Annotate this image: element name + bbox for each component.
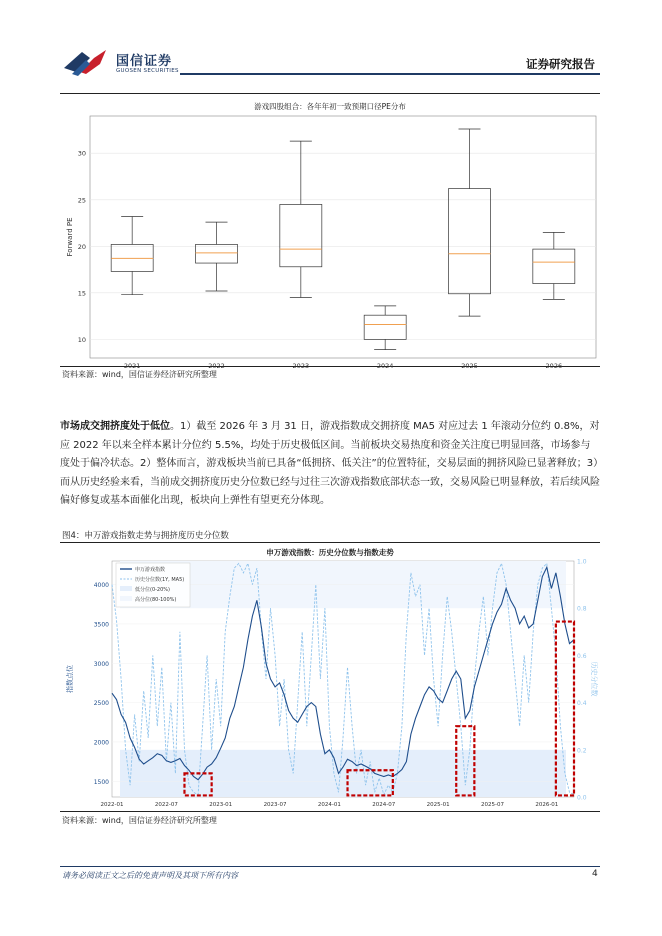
brand-name-cn: 国信证券 <box>116 54 173 69</box>
header-divider <box>180 73 600 75</box>
y-left-tick-label: 3000 <box>93 660 109 668</box>
y-left-tick-label: 2000 <box>93 739 109 747</box>
y-left-tick-label: 4000 <box>93 582 109 590</box>
y-axis-label: Forward PE <box>66 217 74 257</box>
chart-title: 申万游戏指数：历史分位数与指数走势 <box>266 548 394 557</box>
y-tick-label: 30 <box>77 149 86 158</box>
logo-mark-icon <box>60 46 112 78</box>
paragraph-body: 。1）截至 2026 年 3 月 31 日，游戏指数成交拥挤度 MA5 对应过去 1 年滚动分位约 0.8%，对应 2022 年以来全样本累计分位约 5.5%，均处于历史极低区间。当前板块交易热度和资金关注度已明显回落，市场参与度处于偏冷状态。2）整体而言，游戏板块当前已具备“低拥挤、低关注”的位置特征，交易层面的拥挤风险已显著释放；3）而从历史经验来看，当前成交拥挤度历史分位数已经与过往三次游戏指数底部状态一致，交易风险已明显释放，若后续风险偏好修复或基本面催化出现，板块向上弹性有望更充分体现。 <box>60 421 600 506</box>
box-2022 <box>196 222 238 291</box>
y-tick-label: 15 <box>77 289 86 298</box>
figure-caption: 图4：申万游戏指数走势与拥挤度历史分位数 <box>62 531 229 541</box>
x-tick-label: 2026 <box>545 362 563 370</box>
y-right-tick-label: 0.2 <box>577 747 587 755</box>
figure-index-crowding <box>60 542 600 812</box>
x-tick-label: 2024 <box>376 362 394 370</box>
y-tick-label: 25 <box>77 196 86 205</box>
x-tick-label: 2025-01 <box>426 802 450 808</box>
box-iqr <box>533 249 575 283</box>
y-left-tick-label: 2500 <box>93 700 109 708</box>
page-number: 4 <box>592 869 598 879</box>
legend-item-high-band: 高分位(80-100%) <box>135 597 177 603</box>
y-axis-right-label: 历史分位数 <box>590 661 598 697</box>
x-tick-label: 2021 <box>123 362 141 370</box>
paragraph-lead: 市场成交拥挤度处于低位 <box>60 421 170 432</box>
x-tick-label: 2025 <box>461 362 478 370</box>
y-tick-label: 10 <box>77 335 86 344</box>
legend-item-low-band: 低分位(0-20%) <box>135 587 171 593</box>
box-iqr <box>280 204 322 266</box>
x-tick-label: 2025-07 <box>480 802 504 808</box>
y-right-tick-label: 0.8 <box>577 605 587 613</box>
chart-title: 游戏四股组合：各年年初一致预期口径PE分布 <box>254 102 406 111</box>
x-tick-label: 2024-07 <box>372 802 396 808</box>
y-right-tick-label: 0.6 <box>577 652 587 660</box>
x-tick-label: 2022-07 <box>154 802 178 808</box>
box-iqr <box>364 315 406 339</box>
chart-legend <box>116 563 190 607</box>
x-tick-label: 2022-01 <box>100 802 124 808</box>
footer-divider <box>60 866 600 867</box>
brand-name-en: GUOSEN SECURITIES <box>116 68 179 74</box>
footer-disclaimer: 请务必阅读正文之后的免责声明及其项下所有内容 <box>62 871 238 880</box>
box-2021 <box>111 217 153 295</box>
box-iqr <box>449 189 491 294</box>
y-right-tick-label: 1.0 <box>577 558 587 566</box>
source-note-2: 资料来源：wind，国信证券经济研究所整理 <box>62 816 217 825</box>
report-type: 证券研究报告 <box>526 57 595 71</box>
x-tick-label: 2024-01 <box>317 802 341 808</box>
index-crowding-chart <box>60 543 600 809</box>
y-left-tick-label: 3500 <box>93 621 109 629</box>
x-tick-label: 2022 <box>208 362 225 370</box>
y-right-tick-label: 0.0 <box>577 794 587 802</box>
box-2024 <box>364 306 406 350</box>
x-tick-label: 2023-07 <box>263 802 287 808</box>
box-2025 <box>449 129 491 316</box>
x-tick-label: 2023 <box>292 362 310 370</box>
company-logo <box>60 46 112 78</box>
legend-item-index: 申万游戏指数 <box>135 567 166 573</box>
pe-boxplot-chart <box>60 94 600 370</box>
figure-pe-boxplot <box>60 93 600 370</box>
y-tick-label: 20 <box>77 242 86 251</box>
y-right-tick-label: 0.4 <box>577 700 587 708</box>
x-tick-label: 2023-01 <box>209 802 233 808</box>
legend-item-percentile: 历史分位数(1Y, MA5) <box>135 577 185 583</box>
box-2026 <box>533 232 575 299</box>
y-left-tick-label: 1500 <box>93 778 109 786</box>
body-paragraph <box>60 418 600 511</box>
y-axis-left-label: 指数点位 <box>66 665 74 693</box>
x-tick-label: 2026-01 <box>535 802 559 808</box>
box-2023 <box>280 141 322 297</box>
plot-frame <box>90 116 596 358</box>
source-note: 资料来源：wind，国信证券经济研究所整理 <box>62 370 217 379</box>
box-iqr <box>196 244 238 263</box>
